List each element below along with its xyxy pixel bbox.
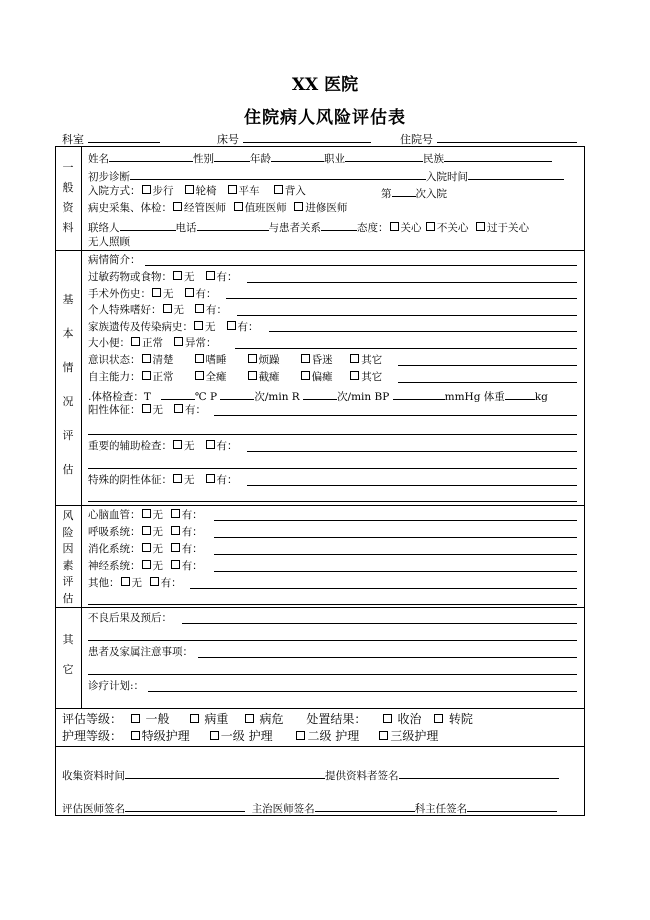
section-label-risk: 风 险 因 素 评 估 [62, 509, 74, 605]
admit-mode-row: 入院方式： 步行 轮椅 平车 背入 [88, 185, 306, 197]
aux-exam-row: 重要的辅助检查： 无 有： [88, 440, 238, 452]
special-care-checkbox[interactable] [131, 731, 140, 740]
caring-checkbox[interactable] [390, 222, 399, 231]
restless-checkbox[interactable] [248, 354, 257, 363]
adverse-label: 不良后果及预后： [88, 612, 172, 624]
too-caring-checkbox[interactable] [476, 222, 485, 231]
grade-critical-checkbox[interactable] [245, 714, 254, 723]
family-yes-checkbox[interactable] [227, 321, 236, 330]
name-row: 姓名 性别 年龄 职业 民族 [88, 150, 552, 166]
vitals-row: .体格检查：T ℃ P 次/min R 次/min BP mmHg 体重 kg [88, 388, 548, 404]
family-none-checkbox[interactable] [194, 321, 203, 330]
level2-care-checkbox[interactable] [296, 731, 305, 740]
section-column-divider [81, 146, 82, 708]
selfcare-row: 自主能力： 正常 全瘫 截瘫 偏瘫 其它 [88, 371, 383, 383]
not-caring-checkbox[interactable] [426, 222, 435, 231]
negative-yes-checkbox[interactable] [206, 474, 215, 483]
selfcare-normal-checkbox[interactable] [142, 371, 151, 380]
section-label-other: 其 它 [62, 633, 74, 676]
walk-checkbox[interactable] [142, 185, 151, 194]
digestive-yes-checkbox[interactable] [171, 543, 180, 552]
doctor-signatures-row[interactable]: 评估医师签名 主治医师签名 科主任签名 [62, 800, 557, 816]
section-divider-4 [55, 708, 584, 709]
admission-no-field[interactable]: 住院号 [400, 131, 577, 147]
habits-yes-checkbox[interactable] [195, 304, 204, 313]
digestive-none-checkbox[interactable] [142, 543, 151, 552]
diagnosis-row: 初步诊断 入院时间 [88, 168, 564, 184]
trainee-checkbox[interactable] [294, 202, 303, 211]
history-row: 病史采集、体检： 经管医师 值班医师 进修医师 [88, 202, 348, 214]
negative-none-checkbox[interactable] [173, 474, 182, 483]
unattended-row: 无人照顾 [88, 236, 130, 248]
nervous-none-checkbox[interactable] [142, 560, 151, 569]
plan-label: 诊疗计划:： [88, 680, 145, 692]
notes-label: 患者及家属注意事项： [88, 646, 193, 658]
hospital-name: XX 医院 [291, 75, 359, 95]
flatcar-checkbox[interactable] [228, 185, 237, 194]
aux-none-checkbox[interactable] [173, 440, 182, 449]
allergy-none-checkbox[interactable] [173, 271, 182, 280]
section-label-basic: 基 本 情 况 评 估 [62, 293, 74, 476]
duty-checkbox[interactable] [234, 202, 243, 211]
habits-row: 个人特殊嗜好： 无 有： [88, 304, 228, 316]
level3-care-checkbox[interactable] [379, 731, 388, 740]
paralysis-checkbox[interactable] [195, 371, 204, 380]
admission-count: 第 次入院 [381, 185, 447, 201]
level1-care-checkbox[interactable] [210, 731, 219, 740]
nervous-yes-checkbox[interactable] [171, 560, 180, 569]
care-grade-row: 护理等级： 特级护理 一级 护理 二级 护理 三级护理 [62, 729, 439, 743]
clear-checkbox[interactable] [142, 354, 151, 363]
attending-checkbox[interactable] [173, 202, 182, 211]
consciousness-row: 意识状态： 清楚 嗜睡 烦躁 昏迷 其它 [88, 354, 383, 366]
grade-general-checkbox[interactable] [131, 714, 140, 723]
section-divider-2 [55, 505, 584, 506]
allergy-row: 过敏药物或食物： 无 有： [88, 271, 238, 283]
coma-checkbox[interactable] [301, 354, 310, 363]
cardio-none-checkbox[interactable] [142, 509, 151, 518]
surgery-yes-checkbox[interactable] [185, 288, 194, 297]
positive-signs-row: 阳性体征： 无 有： [88, 404, 207, 416]
respiratory-yes-checkbox[interactable] [171, 526, 180, 535]
positive-none-checkbox[interactable] [142, 404, 151, 413]
eval-grade-row: 评估等级： 一般 病重 病危 处置结果： 收治 转院 [62, 712, 473, 726]
paraplegia-checkbox[interactable] [248, 371, 257, 380]
contact-row: 联络人 电话 与患者关系 态度： 关心 不关心 过于关心 [88, 219, 529, 235]
risk-row-respiratory: 呼吸系统： 无 有： [88, 526, 203, 538]
surgery-row: 手术外伤史： 无 有： [88, 288, 217, 300]
positive-yes-checkbox[interactable] [174, 404, 183, 413]
collect-time-row[interactable]: 收集资料时间 提供资料者签名 [62, 767, 559, 783]
risk-row-other: 其他： 无 有： [88, 577, 182, 589]
habits-none-checkbox[interactable] [163, 304, 172, 313]
section-divider-3 [55, 607, 584, 608]
excretion-normal-checkbox[interactable] [131, 337, 140, 346]
section-divider-5 [55, 746, 584, 747]
cardio-yes-checkbox[interactable] [171, 509, 180, 518]
risk-other-yes-checkbox[interactable] [150, 577, 159, 586]
surgery-none-checkbox[interactable] [152, 288, 161, 297]
excretion-row: 大小便： 正常 异常： [88, 337, 217, 349]
negative-signs-row: 特殊的阴性体征： 无 有： [88, 474, 238, 486]
section-divider-1 [55, 250, 584, 251]
form-title: 住院病人风险评估表 [244, 108, 406, 128]
grade-severe-checkbox[interactable] [190, 714, 199, 723]
aux-yes-checkbox[interactable] [206, 440, 215, 449]
risk-row-cardio: 心脑血管： 无 有： [88, 509, 203, 521]
bed-field[interactable]: 床号 [217, 131, 371, 147]
risk-row-nervous: 神经系统： 无 有： [88, 560, 203, 572]
admit-checkbox[interactable] [383, 714, 392, 723]
consciousness-other-checkbox[interactable] [350, 354, 359, 363]
risk-other-none-checkbox[interactable] [121, 577, 130, 586]
dept-field[interactable]: 科室 [62, 131, 160, 147]
transfer-checkbox[interactable] [434, 714, 443, 723]
section-label-general: 一 般 资 料 [62, 161, 74, 234]
allergy-yes-checkbox[interactable] [206, 271, 215, 280]
risk-row-digestive: 消化系统： 无 有： [88, 543, 203, 555]
respiratory-none-checkbox[interactable] [142, 526, 151, 535]
brief-label: 病情简介： [88, 254, 141, 266]
hemiplegia-checkbox[interactable] [301, 371, 310, 380]
excretion-abnormal-checkbox[interactable] [174, 337, 183, 346]
wheelchair-checkbox[interactable] [185, 185, 194, 194]
carried-checkbox[interactable] [274, 185, 283, 194]
family-row: 家族遗传及传染病史： 无 有： [88, 321, 259, 333]
selfcare-other-checkbox[interactable] [350, 371, 359, 380]
drowsy-checkbox[interactable] [195, 354, 204, 363]
